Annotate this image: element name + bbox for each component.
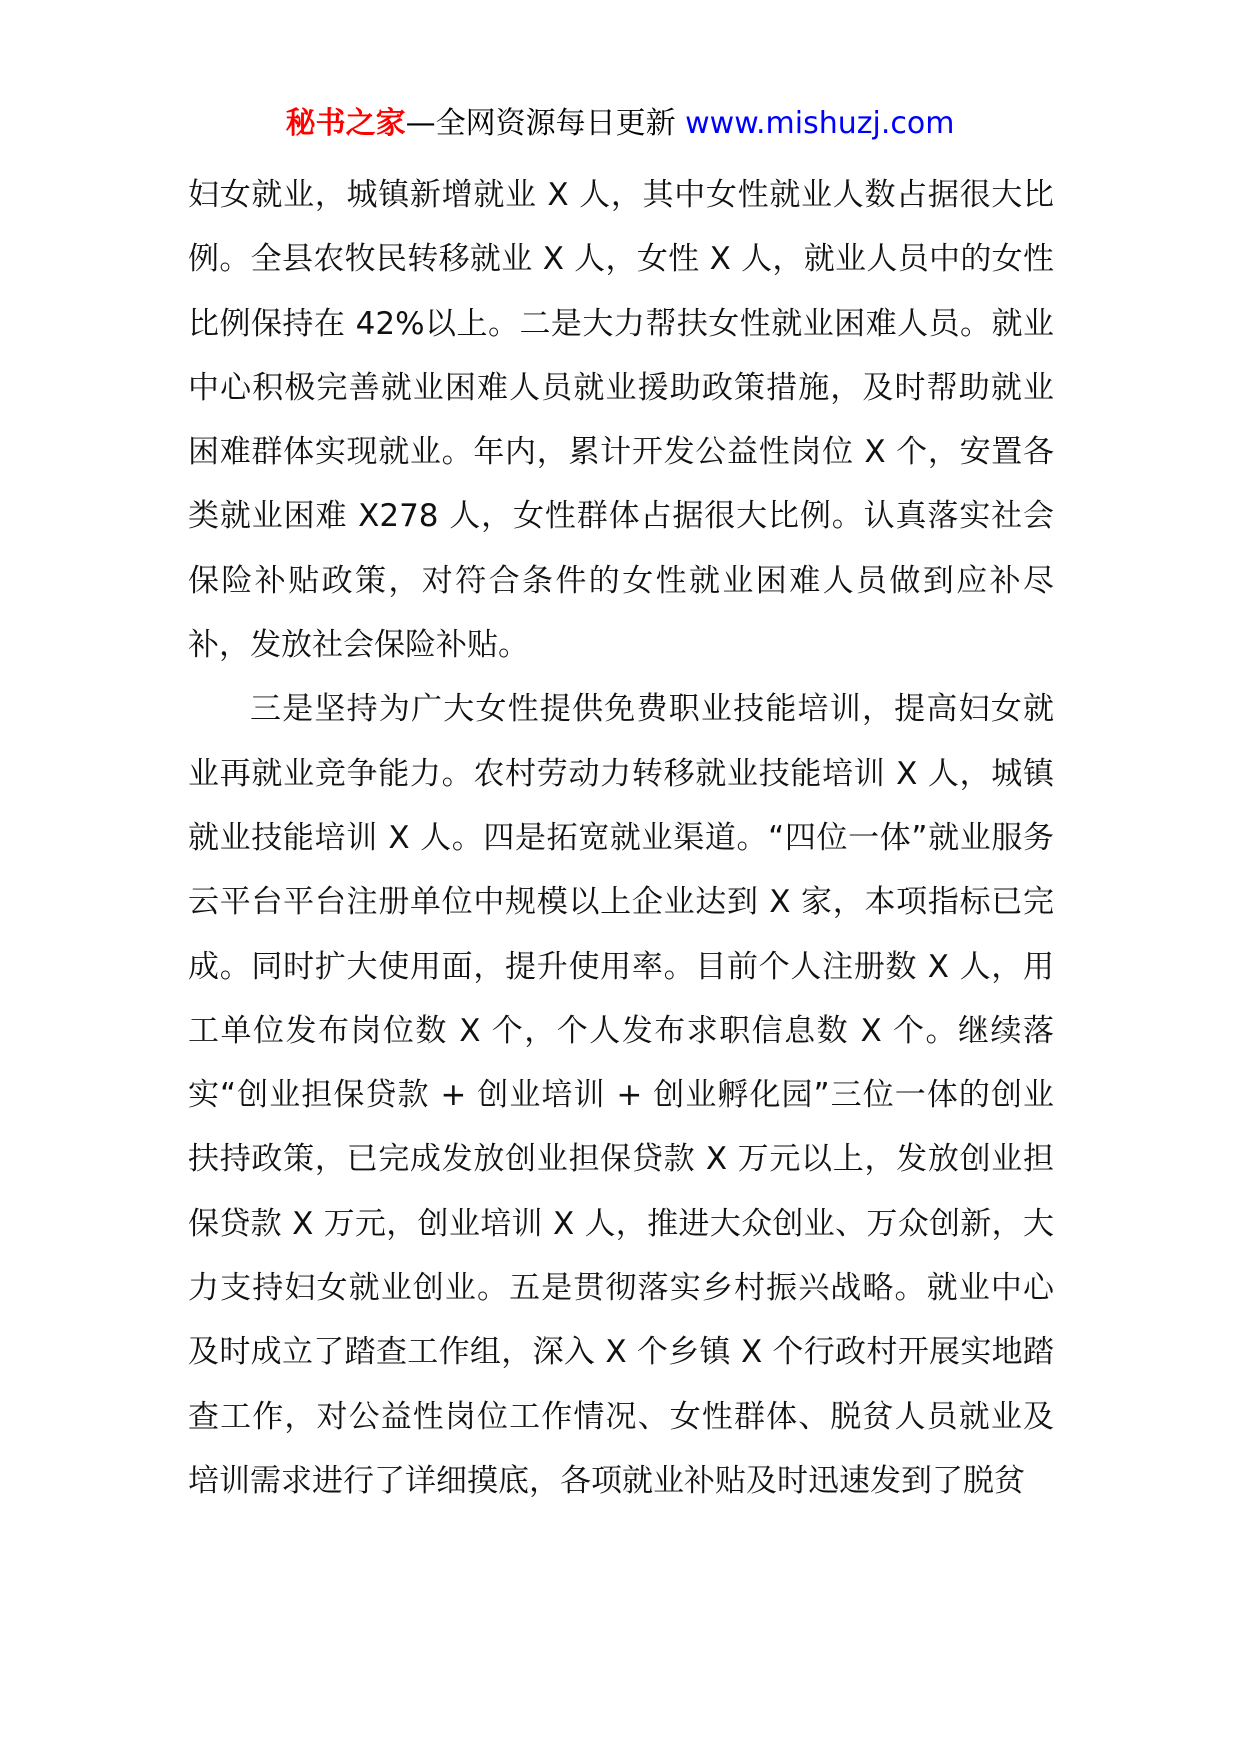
paragraph-section-three: 三是坚持为广大女性提供免费职业技能培训，提高妇女就业再就业竞争能力。农村劳动力转移就业技能培训 X 人，城镇就业技能培训 X 人。四是拓宽就业渠道。“四位一体”就业服务云平台平台注册单位中规模以上企业达到 X 家，本项指标已完成。同时扩大使用面，提升使用率。目前个人注册数 X 人，用工单位发布岗位数 X 个，个人发布求职信息数 X 个。继续落实“创业担保贷款 + 创业培训 + 创业孵化园”三位一体的创业扶持政策，已完成发放创业担保贷款 X 万元以上，发放创业担保贷款 X 万元，创业培训 X 人，推进大众创业、万众创新，大力支持妇女就业创业。五是贯彻落实乡村振兴战略。就业中心及时成立了踏查工作组，深入 X 个乡镇 X 个行政村开展实地踏查工作，对公益性岗位工作情况、女性群体、脱贫人员就业及培训需求进行了详细摸底，各项就业补贴及时迅速发到了脱贫 <box>188 691 1054 1499</box>
page-header <box>0 102 1240 146</box>
paragraph-continuation: 妇女就业，城镇新增就业 X 人，其中女性就业人数占据很大比例。全县农牧民转移就业 X 人，女性 X 人，就业人员中的女性比例保持在 42%以上。二是大力帮扶女性就业困难人员。就业中心积极完善就业困难人员就业援助政策措施，及时帮助就业困难群体实现就业。年内，累计开发公益性岗位 X 个，安置各类就业困难 X278 人，女性群体占据很大比例。认真落实社会保险补贴政策，对符合条件的女性就业困难人员做到应补尽补，发放社会保险补贴。 <box>188 177 1054 664</box>
document-body <box>188 163 1054 1513</box>
brand-name: 秘书之家 <box>285 106 406 141</box>
header-tagline: —全网资源每日更新 <box>405 106 686 141</box>
site-url-link[interactable]: www.mishuzj.com <box>685 106 955 141</box>
